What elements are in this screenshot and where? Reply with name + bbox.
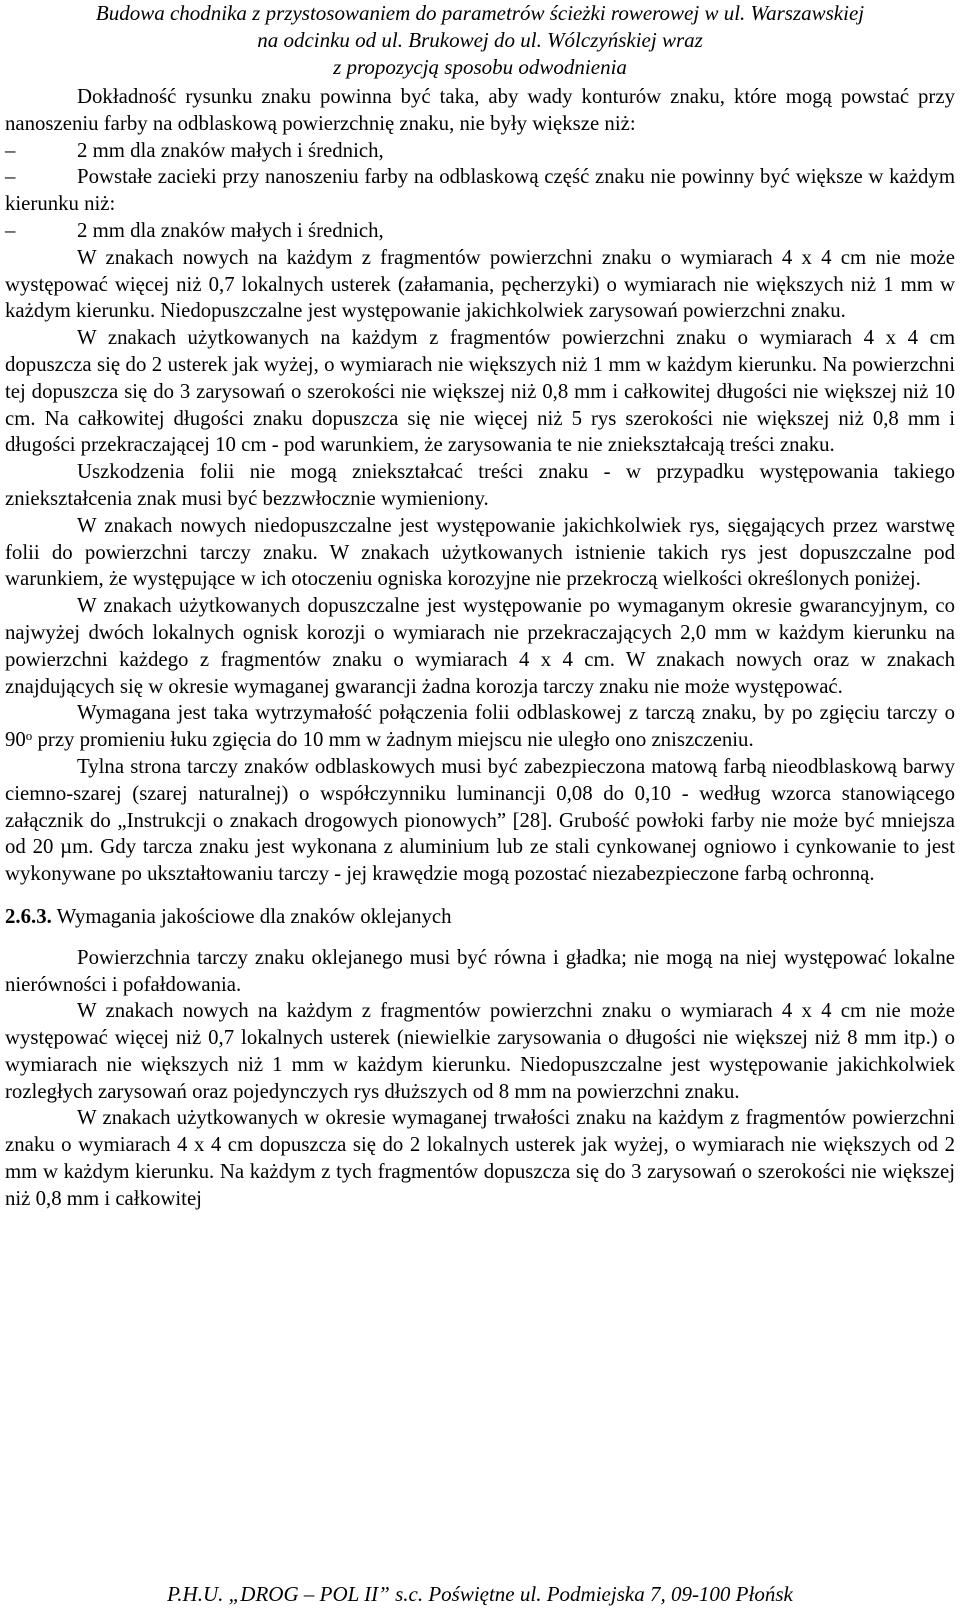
paragraph: Uszkodzenia folii nie mogą zniekształcać treści znaku - w przypadku występowania takiego zniekształcenia znak musi być bezzwłocznie wymieniony.: [5, 460, 955, 510]
section-number: 2.6.3.: [5, 904, 52, 928]
dash-list-item: [5, 138, 955, 165]
paragraph: W znakach użytkowanych w okresie wymaganej trwałości znaku na każdym z fragmentów powierzchni znaku o wymiarach 4 x 4 cm dopuszcza się do 2 lokalnych usterek jak wyżej, o wymiarach nie większych od 2 mm w każdym kierunku. Na każdym z tych fragmentów dopuszcza się do 3 zarysowań o szerokości nie większej niż 0,8 mm i całkowitej: [5, 1106, 955, 1210]
paragraph-text: przy promieniu łuku zgięcia do 10 mm w żadnym miejscu nie uległo ono zniszczeniu.: [32, 728, 754, 752]
dash-marker: –: [5, 218, 16, 242]
header-line-1: Budowa chodnika z przystosowaniem do parametrów ścieżki rowerowej w ul. Warszawskiej: [95, 1, 865, 25]
dash-marker: –: [5, 165, 16, 189]
page-header: [0, 0, 960, 81]
page-footer: P.H.U. „DROG – POL II” s.c. Poświętne ul. Podmiejska 7, 09-100 Płońsk: [167, 1582, 793, 1606]
document-body: [5, 84, 955, 1213]
header-line-2: na odcinku od ul. Brukowej do ul. Wólczyńskiej wraz: [257, 28, 703, 52]
dash-marker: –: [5, 138, 16, 162]
paragraph: W znakach użytkowanych na każdym z fragmentów powierzchni znaku o wymiarach 4 x 4 cm dopuszcza się do 2 usterek jak wyżej, o wymiarach nie większych niż 1 mm w każdym kierunku. Na powierzchni tej dopuszcza się do 3 zarysowań o szerokości nie większej niż 0,8 mm i całkowitej długości nie większej niż 10 cm. Na całkowitej długości znaku dopuszcza się nie więcej niż 5 rys szerokości nie większej niż 0,8 mm i długości przekraczającej 10 cm - pod warunkiem, że zarysowania te nie zniekształcają treści znaku.: [5, 326, 955, 457]
dash-item-text: 2 mm dla znaków małych i średnich,: [77, 138, 384, 162]
paragraph-text: Wymagana jest taka wytrzymałość połączenia folii odblaskowej z tarczą znaku, by po zgięciu tarczy o 90: [5, 701, 955, 752]
section-heading: [5, 904, 955, 931]
paragraph: W znakach użytkowanych dopuszczalne jest występowanie po wymaganym okresie gwarancyjnym, co najwyżej dwóch lokalnych ognisk korozji o wymiarach nie przekraczających 2,0 mm w każdym kierunku na powierzchni każdego z fragmentów znaku o wymiarach 4 x 4 cm. W znakach nowych oraz w znakach znajdujących się w okresie wymaganej gwarancji żadna korozja tarczy znaku nie może występować.: [5, 594, 955, 698]
paragraph: W znakach nowych na każdym z fragmentów powierzchni znaku o wymiarach 4 x 4 cm nie może występować więcej niż 0,7 lokalnych usterek (załamania, pęcherzyki) o wymiarach nie większych niż 1 mm w każdym kierunku. Niedopuszczalne jest występowanie jakichkolwiek zarysowań powierzchni znaku.: [5, 245, 955, 323]
paragraph: Powierzchnia tarczy znaku oklejanego musi być równa i gładka; nie mogą na niej występować lokalne nierówności i pofałdowania.: [5, 945, 955, 996]
dash-list-item: [5, 218, 955, 245]
section-title: Wymagania jakościowe dla znaków oklejanych: [51, 904, 452, 928]
dash-list-item: [5, 164, 955, 218]
paragraph: Dokładność rysunku znaku powinna być taka, aby wady konturów znaku, które mogą powstać przy nanoszeniu farby na odblaskową powierzchnię znaku, nie były większe niż:: [5, 85, 955, 135]
degree-superscript: o: [25, 728, 33, 744]
dash-item-text: Powstałe zacieki przy nanoszeniu farby na odblaskową część znaku nie powinny być większe w każdym kierunku niż:: [5, 165, 955, 216]
header-line-3: z propozycją sposobu odwodnienia: [333, 55, 627, 79]
paragraph: Tylna strona tarczy znaków odblaskowych musi być zabezpieczona matową farbą nieodblaskową barwy ciemno-szarej (szarej naturalnej) o współczynniku luminancji 0,08 do 0,10 - według wzorca stanowiącego załącznik do „Instrukcji o znakach drogowych pionowych” [28]. Grubość powłoki farby nie może być mniejsza od 20 µm. Gdy tarcza znaku jest wykonana z aluminium lub ze stali cynkowanej ogniowo i cynkowanie to jest wykonywane po ukształtowaniu tarczy - jej krawędzie mogą pozostać niezabezpieczone farbą ochronną.: [5, 754, 955, 886]
paragraph: W znakach nowych na każdym z fragmentów powierzchni znaku o wymiarach 4 x 4 cm nie może występować więcej niż 0,7 lokalnych usterek (niewielkie zarysowania o długości nie większej niż 8 mm itp.) o wymiarach nie większych niż 1 mm w każdym kierunku. Niedopuszczalne jest występowanie jakichkolwiek rozległych zarysowań oraz pojedynczych rys dłuższych od 8 mm na powierzchni znaku.: [5, 999, 955, 1103]
paragraph: [5, 700, 955, 754]
dash-item-text: 2 mm dla znaków małych i średnich,: [77, 218, 384, 242]
paragraph: W znakach nowych niedopuszczalne jest występowanie jakichkolwiek rys, sięgających przez warstwę folii do powierzchni tarczy znaku. W znakach użytkowanych istnienie takich rys jest dopuszczalne pod warunkiem, że występujące w ich otoczeniu ogniska korozyjne nie przekroczą wielkości określonych poniżej.: [5, 513, 955, 591]
